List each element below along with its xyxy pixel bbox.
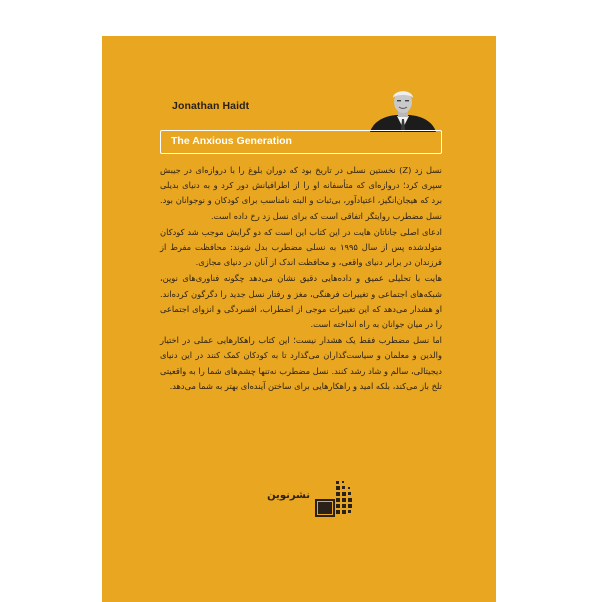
book-title: The Anxious Generation: [171, 135, 292, 147]
publisher-name: نشرنوین: [267, 490, 310, 501]
publisher-logo: [250, 478, 360, 518]
blurb: [160, 163, 442, 395]
title-frame: [160, 130, 442, 154]
back-cover: [102, 36, 496, 602]
blurb-paragraph: هایت با تحلیلی عمیق و داده‌هایی دقیق نشان می‌دهد چگونه فناوری‌های نوین، شبکه‌های اجتماعی و تغییرات فرهنگی، مغز و رفتار نسل جدید را دگرگون کرده‌اند. او هشدار می‌دهد که این تغییرات موجی از اضطراب، افسردگی و انزوای اجتماعی را در میان جوانان به راه انداخته است.: [160, 273, 442, 330]
blurb-paragraph: ادعای اصلی جاناتان هایت در این کتاب این است که دو گرایش موجب شد کودکان متولدشده پس از سال ۱۹۹۵ به نسلی مضطرب بدل شوند: محافظت مفرط از فرزندان در برابر دنیای واقعی، و محافظت اندک از آنان در دنیای مجازی.: [160, 226, 442, 268]
author-name: Jonathan Haidt: [172, 100, 250, 112]
author-photo: [368, 86, 438, 132]
blurb-paragraph: نسل زد (Z) نخستین نسلی در تاریخ بود که دوران بلوغ را با دروازه‌ای در جیبش سپری کرد؛ دروازه‌ای که متأسفانه او را از اطرافیانش دور کرد و به دنیای بدیلی برد که هیجان‌انگیز، اعتیادآور، بی‌ثبات و البته نامناسب برای کودکان و نوجوانان بود. نسل مضطرب روایتگر اتفاقی است که برای نسل زد رخ داده است.: [160, 165, 442, 221]
publisher-logo-mark-icon: [314, 478, 356, 522]
blurb-paragraph: اما نسل مضطرب فقط یک هشدار نیست؛ این کتاب راهکارهایی عملی در اختیار والدین و معلمان و سیاست‌گذاران می‌گذارد تا به کودکان کمک کنند در این دنیای دیجیتالی، سالم و شاد رشد کنند. نسل مضطرب نه‌تنها چشم‌های شما را به واقعیتی تلخ باز می‌کند، بلکه امید و راهکارهایی برای ساختن آینده‌ای بهتر به شما می‌دهد.: [160, 335, 442, 391]
